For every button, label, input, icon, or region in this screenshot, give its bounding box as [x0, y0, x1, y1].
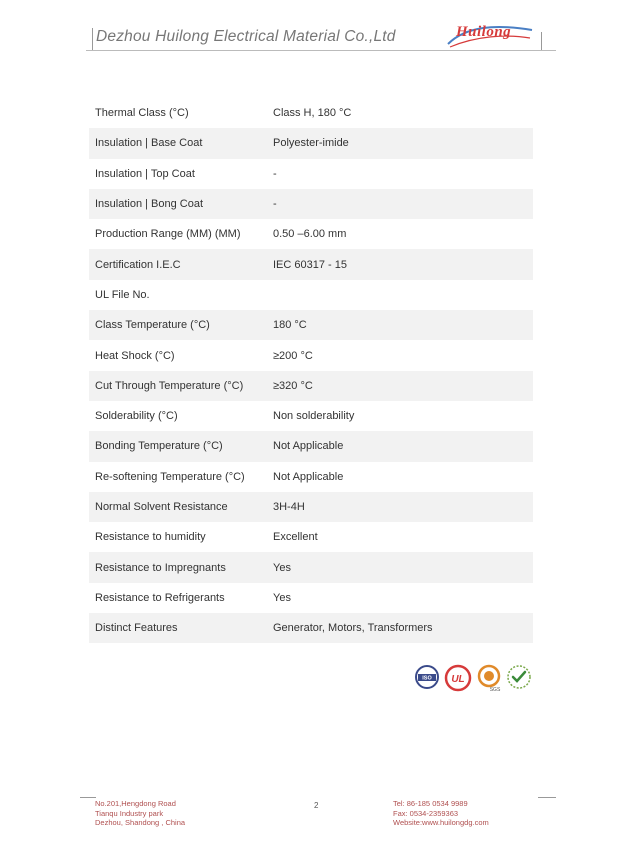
spec-row: [89, 128, 533, 158]
telephone: Tel: 86-185 0534 9989: [393, 799, 468, 808]
spec-label: Certification I.E.C: [89, 249, 267, 279]
spec-value: 3H-4H: [267, 492, 533, 522]
spec-value: ≥320 °C: [267, 371, 533, 401]
sgs-logo-icon: [475, 664, 503, 692]
spec-value: -: [273, 167, 277, 180]
spec-row: [89, 522, 533, 552]
spec-label: Resistance to Refrigerants: [95, 591, 225, 604]
spec-value: IEC 60317 - 15: [267, 249, 533, 279]
spec-value: Non solderability: [273, 410, 355, 423]
spec-value: Polyester-imide: [267, 128, 533, 158]
spec-label: Thermal Class (°C): [95, 107, 189, 120]
spec-label: Resistance to Impregnants: [89, 552, 267, 582]
spec-label: Class Temperature (°C): [89, 310, 267, 340]
spec-value: Not Applicable: [273, 470, 344, 483]
spec-row: [89, 462, 533, 492]
spec-label: Re-softening Temperature (°C): [95, 470, 245, 483]
spec-value: Yes: [273, 591, 291, 604]
spec-row: [89, 310, 533, 340]
spec-row: [89, 431, 533, 461]
svg-text:ISO: ISO: [422, 675, 432, 682]
spec-label: Production Range (MM) (MM): [95, 228, 241, 241]
website-link[interactable]: Website:www.huilongdg.com: [393, 818, 489, 827]
spec-label: Cut Through Temperature (°C): [89, 371, 267, 401]
spec-table: [89, 98, 533, 643]
spec-row: [89, 159, 533, 189]
spec-row: [89, 371, 533, 401]
address-line: Dezhou, Shandong , China: [95, 818, 186, 827]
header-divider-left: [92, 28, 93, 50]
spec-value: Excellent: [273, 531, 318, 544]
fax: Fax: 0534-2359363: [393, 808, 459, 818]
logo-text: Huilong: [456, 24, 512, 40]
header-divider-right: [541, 32, 542, 50]
spec-value: Class H, 180 °C: [273, 107, 352, 120]
spec-value: Yes: [267, 552, 533, 582]
spec-label: Solderability (°C): [95, 410, 178, 423]
page-header: [86, 22, 556, 51]
spec-row: [89, 613, 533, 643]
svg-text:SGS: SGS: [489, 687, 501, 692]
spec-row: [89, 583, 533, 613]
spec-label: UL File No.: [95, 288, 150, 301]
address-line: No.201,Hengdong Road: [95, 799, 176, 808]
iso-logo-icon: [414, 664, 440, 690]
company-name: Dezhou Huilong Electrical Material Co.,Ltd: [96, 28, 396, 45]
spec-label: Insulation | Top Coat: [95, 167, 195, 180]
spec-value: Not Applicable: [267, 431, 533, 461]
certification-logos: [412, 662, 534, 692]
footer-contact: [393, 799, 489, 828]
footer-divider-left: [80, 797, 96, 798]
spec-row: [89, 98, 533, 128]
spec-label: Heat Shock (°C): [95, 349, 175, 362]
spec-label: Insulation | Base Coat: [89, 128, 267, 158]
ul-logo-icon: [444, 664, 472, 692]
spec-value: ≥200 °C: [273, 349, 313, 362]
footer-divider-right: [538, 797, 556, 798]
spec-row: [89, 219, 533, 249]
eco-check-logo-icon: [506, 664, 532, 690]
spec-label: Resistance to humidity: [95, 531, 206, 544]
footer-address: [95, 799, 185, 828]
spec-value: [267, 280, 533, 310]
spec-value: 0.50 –6.00 mm: [273, 228, 347, 241]
spec-row: [89, 280, 533, 310]
spec-row: [89, 189, 533, 219]
spec-row: [89, 340, 533, 370]
spec-row: [89, 401, 533, 431]
spec-row: [89, 552, 533, 582]
spec-label: Insulation | Bong Coat: [89, 189, 267, 219]
spec-label: Distinct Features: [89, 613, 267, 643]
spec-row: [89, 492, 533, 522]
spec-value: 180 °C: [267, 310, 533, 340]
huilong-logo: [446, 22, 536, 50]
spec-label: Bonding Temperature (°C): [89, 431, 267, 461]
spec-value: Generator, Motors, Transformers: [267, 613, 533, 643]
spec-label: Normal Solvent Resistance: [89, 492, 267, 522]
svg-text:UL: UL: [451, 674, 465, 685]
spec-row: [89, 249, 533, 279]
spec-value: -: [267, 189, 533, 219]
page-number: 2: [314, 801, 319, 810]
address-line: Tianqu Industry park: [95, 808, 164, 818]
